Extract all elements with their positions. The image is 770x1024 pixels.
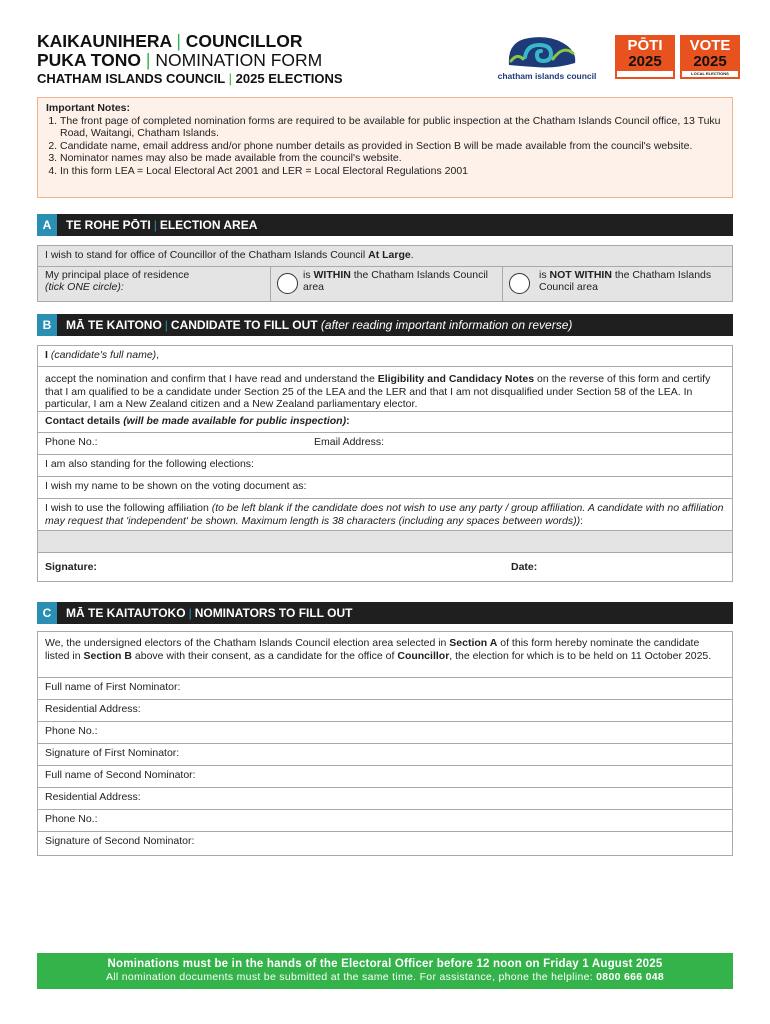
section-title: TE ROHE PŌTI | ELECTION AREA	[66, 218, 258, 232]
title-nomination-form: PUKA TONO | NOMINATION FORM	[37, 49, 323, 70]
phone-field[interactable]: Phone No.:	[45, 436, 98, 448]
email-field[interactable]: Email Address:	[314, 436, 385, 448]
note-item: 3. Nominator names may also be made available from the council's website.	[60, 152, 724, 164]
section-b-box	[37, 345, 733, 582]
form-header	[37, 33, 737, 93]
first-nominator-address-field[interactable]: Residential Address:	[38, 700, 732, 722]
not-within-radio[interactable]	[509, 273, 530, 294]
note-item: 1. The front page of completed nomination forms are required to be available for public inspection at the Chatham Islands Council office, 13 Tuku Road, Waitangi, Chatham Islands.	[60, 115, 724, 140]
important-notes	[37, 97, 733, 198]
notes-title: Important Notes:	[46, 102, 130, 114]
contact-details-heading: Contact details (will be made available for public inspection):	[38, 412, 732, 433]
residence-not-within-option[interactable]: is NOT WITHIN the Chatham Islands Council area	[503, 267, 732, 301]
stand-for-office-row: I wish to stand for office of Councillor of the Chatham Islands Council At Large.	[38, 246, 732, 267]
section-letter: B	[37, 314, 57, 336]
within-radio[interactable]	[277, 273, 298, 294]
section-c-header	[37, 602, 733, 624]
first-nominator-signature-field[interactable]: Signature of First Nominator:	[38, 744, 732, 766]
affiliation-instructions: I wish to use the following affiliation (to be left blank if the candidate does not wish to use any party / group affiliation. A candidate with no affiliation may request that 'independent' be shown. Maximum length is 38 characters (including any spaces between words)):	[38, 499, 732, 531]
residence-within-option[interactable]: is WITHIN the Chatham Islands Council area	[271, 267, 503, 301]
voting-document-name-field[interactable]: I wish my name to be shown on the voting document as:	[38, 477, 732, 499]
note-item: 2. Candidate name, email address and/or phone number details as provided in Section B will be made available from the council's website.	[60, 140, 724, 152]
section-a-header	[37, 214, 733, 236]
deadline-footer	[37, 953, 733, 989]
helpline-text: All nomination documents must be submitted at the same time. For assistance, phone the helpline: 0800 666 048	[105, 971, 665, 983]
signature-date-row	[38, 553, 732, 581]
nominators-declaration: We, the undersigned electors of the Chatham Islands Council election area selected in Section A of this form hereby nominate the candidate listed in Section B above with their consent, as a candidate for the office of Councillor, the election for which is to be held on 11 October 2025.	[38, 632, 732, 678]
note-item: 4. In this form LEA = Local Electoral Act 2001 and LER = Local Electoral Regulations 2001	[60, 165, 724, 177]
council-logo-icon	[505, 35, 581, 69]
affiliation-input[interactable]	[38, 531, 732, 553]
first-nominator-name-field[interactable]: Full name of First Nominator:	[38, 678, 732, 700]
section-letter: A	[37, 214, 57, 236]
section-letter: C	[37, 602, 57, 624]
contact-fields-row	[38, 433, 732, 455]
council-logo-text: chatham islands council	[497, 71, 597, 81]
residence-label: My principal place of residence (tick ONE circle):	[38, 267, 271, 301]
title-council-elections: CHATHAM ISLANDS COUNCIL | 2025 ELECTIONS	[37, 71, 343, 86]
other-elections-field[interactable]: I am also standing for the following elections:	[38, 455, 732, 477]
second-nominator-name-field[interactable]: Full name of Second Nominator:	[38, 766, 732, 788]
second-nominator-signature-field[interactable]: Signature of Second Nominator:	[45, 835, 195, 847]
vote-2025-badge: VOTE 2025 LOCAL ELECTIONS	[680, 35, 740, 79]
candidate-declaration: accept the nomination and confirm that I have read and understand the Eligibility and Candidacy Notes on the reverse of this form and certify that I am qualified to be a candidate under Section 25 of the LEA and the LER and that I am not disqualified under Section 58 of the LEA. In particular, I am a New Zealand citizen and a New Zealand parliamentary elector.	[38, 367, 732, 412]
signature-field[interactable]: Signature:	[45, 560, 97, 573]
candidate-name-field[interactable]: I (candidate's full name),	[38, 346, 732, 367]
helpline-number: 0800 666 048	[596, 971, 665, 983]
notes-list	[60, 115, 724, 177]
section-b-header	[37, 314, 733, 336]
deadline-text: Nominations must be in the hands of the Electoral Officer before 12 noon on Friday 1 August 2025	[107, 958, 663, 970]
first-nominator-phone-field[interactable]: Phone No.:	[38, 722, 732, 744]
poti-2025-badge: PŌTI 2025	[615, 35, 675, 79]
residence-row	[38, 267, 732, 301]
second-nominator-address-field[interactable]: Residential Address:	[38, 788, 732, 810]
date-field[interactable]: Date:	[511, 560, 538, 573]
section-a-box	[37, 245, 733, 302]
section-c-box	[37, 631, 733, 856]
second-nominator-phone-field[interactable]: Phone No.:	[38, 810, 732, 832]
section-title: MĀ TE KAITONO | CANDIDATE TO FILL OUT (after reading important information on reverse)	[66, 318, 573, 332]
council-logo	[489, 35, 605, 83]
section-title: MĀ TE KAITAUTOKO | NOMINATORS TO FILL OUT	[66, 606, 353, 620]
title-councillor: KAIKAUNIHERA | COUNCILLOR	[37, 31, 303, 51]
